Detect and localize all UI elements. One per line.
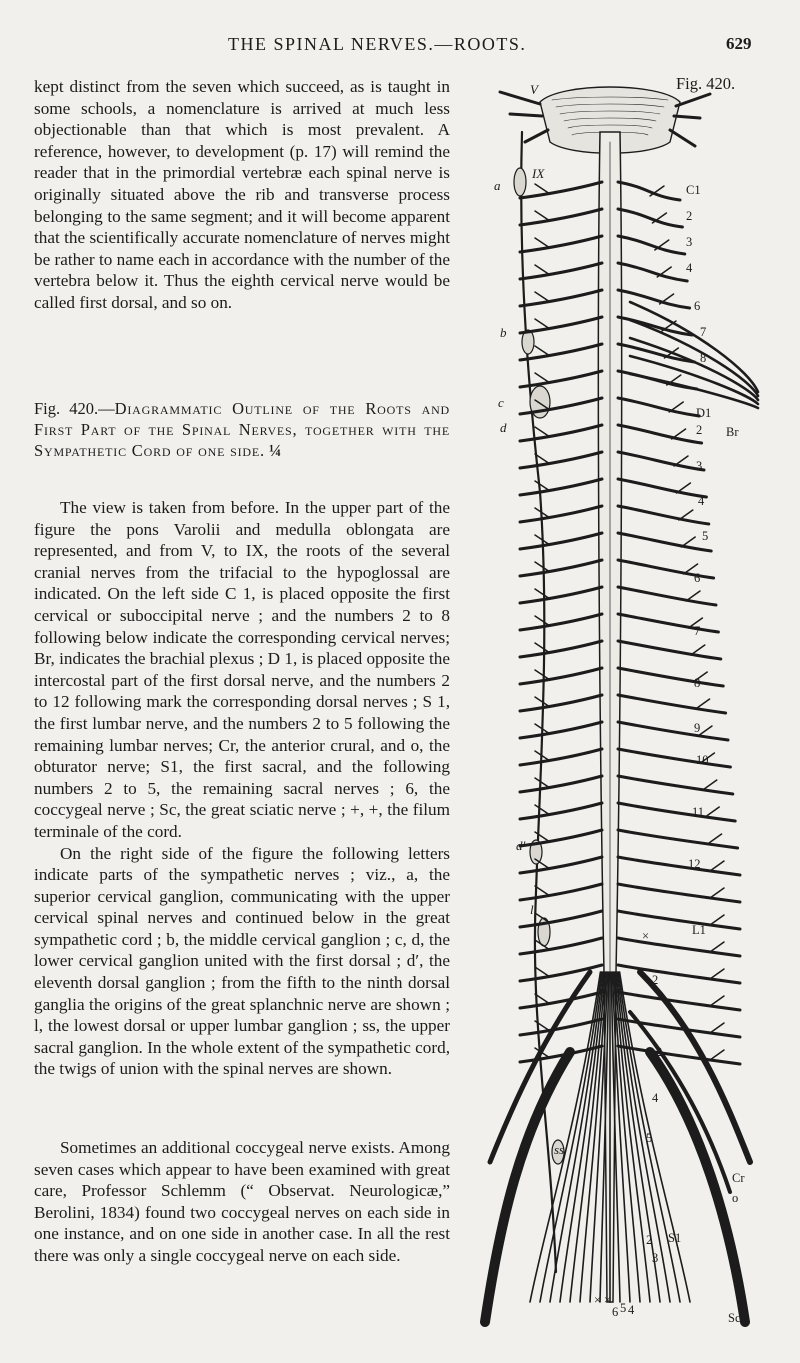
spinal-nerve-right [618,614,718,632]
spinal-nerve-right [618,236,685,254]
spinal-nerve-right [618,587,716,605]
nerve-branch [535,292,550,302]
nerve-branch [691,645,705,655]
spinal-nerve-left [520,263,602,279]
figure-label-right: Sc [728,1311,741,1325]
nerve-branch [535,265,550,275]
figure-label-right: 4 [698,494,705,508]
nerve-branch [535,346,550,356]
nerve-branch [705,807,719,817]
figure-label-right: 6 [694,299,701,313]
spinal-nerve-left [520,236,602,252]
spinal-nerve-right [618,830,738,848]
spinal-nerve-right [618,776,733,794]
figure-description [34,497,450,1080]
spinal-nerve-right [618,695,726,713]
running-title: THE SPINAL NERVES.—ROOTS. [228,34,527,54]
caption-figure-label: Fig. 420.— [34,399,115,418]
nerve-branch [535,481,550,491]
nerve-branch [710,888,724,898]
figure-label-right: 11 [692,805,705,819]
spinal-nerve-right [618,884,740,902]
body-text-bottom [34,1137,450,1267]
nerve-branch [535,589,550,599]
figure-label-right: L1 [692,923,706,937]
nerve-branch [710,861,724,871]
figure-label-left: a [494,178,501,193]
spinal-nerve-left [520,479,602,495]
figure-label-right: Br [726,425,739,439]
nerve-branch [710,915,724,925]
figure-label-left: b [500,325,507,340]
spinal-nerve-left [520,830,602,846]
figure-label-right: 2 [656,1045,663,1059]
figure-label-left: l [530,902,534,917]
nerve-branch [710,1050,724,1060]
figure-label-left: V [530,82,538,97]
figure-label-right: 5 [702,529,709,543]
figure-label-right: o [732,1191,739,1205]
nerve-branch [708,834,722,844]
spinal-nerve-right [618,722,728,740]
cranial-nerve-root [510,114,542,116]
spinal-nerve-left [520,668,602,684]
spinal-nerve-left [520,884,602,900]
spinal-nerve-right [618,1046,740,1064]
spinal-nerve-left [520,182,602,198]
figure-label-right: 8 [700,351,707,365]
body-text-top [34,76,450,314]
brachial-plexus [630,374,758,408]
filum-mark: × [594,1293,602,1307]
nerve-branch [535,670,550,680]
figure-label-right: 2 [646,1233,653,1247]
spinal-nerve-left [520,614,602,630]
figure-label-bottom: 4 [628,1303,635,1317]
spinal-nerve-right [618,857,740,875]
spinal-nerve-right [618,749,730,767]
spinal-nerve-left [520,938,602,954]
spinal-nerve-left [520,560,602,576]
figure-label-bottom: 6 [612,1305,619,1319]
sciatic-nerve-right [650,1052,745,1322]
figure-label-right: 2 [652,973,659,987]
figure-label-left: d [500,420,507,435]
filum-mark: × [642,929,650,943]
paragraph-continuation: kept distinct from the seven which succeed, as is taught in some schools, a nomenclature is arrived at much less objectionable than that which is most prevalent. A reference, however, to development (p. 17) will remind the reader that in the primordial vertebræ each spinal nerve is originally situated above the rib and transverse process belonging to the same segment; and it will become apparent that the scientifically accurate nomenclature of nerves might be rather to name each in accordance with the number of the vertebra below it. Thus the eighth cervical nerve would be called first dorsal, and so on. [34,77,450,312]
spinal-nerve-right [618,992,740,1010]
spinal-nerve-right [618,533,711,551]
figure-label-right: 7 [700,325,707,339]
spinal-nerve-right [618,479,706,497]
figure-label-right: 12 [688,857,701,871]
spinal-nerve-right [618,641,721,659]
figure-label-right: 4 [686,261,693,275]
caption-text: Diagrammatic Outline of the Roots and First Part of the Spinal Nerves, together with the Sympathetic Cord of one side. [34,399,450,460]
nerve-branch [710,1023,724,1033]
nerve-branch [703,780,717,790]
nerve-branch [676,483,690,493]
spinal-nerve-left [520,749,602,765]
nerve-branch [535,643,550,653]
figure-label-right: Cr [732,1171,745,1185]
figure-label-bottom: × [604,1293,612,1307]
paragraph-coccygeal: Sometimes an additional coccygeal nerve exists. Among seven cases which appear to have been examined with great care, Professor Schlemm (“ Observat. Neurologicæ,” Berolini, 1834) found two coccygeal nerves on each side in one instance, and on one side in another case. In all the rest there was only a single coccygeal nerve on each side. [34,1138,450,1265]
spinal-nerve-left [520,641,602,657]
figure-label-right: D1 [696,406,712,420]
figure-label-right: 8 [694,676,701,690]
figure-label-left: d′ [516,838,526,853]
spinal-nerve-right [618,668,723,686]
nerve-branch [679,510,693,520]
spinal-nerve-left [520,803,602,819]
spinal-nerve-right [618,425,702,443]
figure-label-right: 3 [686,235,693,249]
figure-number: Fig. 420. [676,74,736,93]
spinal-nerve-right [618,938,740,956]
figure-label-right: 2 [696,423,703,437]
spinal-nerve-left [520,290,602,306]
figure-label-right: 3 [696,459,703,473]
spinal-nerve-left [520,722,602,738]
nerve-branch [681,537,695,547]
description-paragraph-2: On the right side of the figure the following letters indicate parts of the sympathetic nerves ; viz., a, the superior cervical ganglion, communicating with the upper cervical spinal nerves and continued below in the great sympathetic cord ; b, the middle cervical ganglion ; c, d, the lower cervical ganglion united with the first dorsal ; d′, the eleventh dorsal ganglion ; from the fifth to the ninth dorsal ganglia the origins of the great splanchnic nerve are shown ; l, the lowest dorsal or upper lumbar ganglion ; ss, the upper sacral ganglion. In the whole extent of the sympathetic cord, the twigs of union with the spinal nerves are shown. [34,843,450,1079]
spinal-nerve-left [520,587,602,603]
figure-label-right: 7 [694,624,701,638]
spinal-nerve-left [520,317,602,333]
figure-label-right: S1 [668,1231,682,1245]
nerve-branch [535,238,550,248]
nerve-branch [535,778,550,788]
spinal-nerve-left [520,533,602,549]
sympathetic-ganglion [514,168,526,196]
figure-label-right: C1 [686,183,701,197]
caption-scale: ¼ [269,441,282,460]
spinal-nerve-left [520,992,602,1008]
spinal-nerve-left [520,506,602,522]
figure-label-left: c [498,395,504,410]
running-header [0,30,800,60]
figure-label-right: 4 [652,1091,659,1105]
spinal-nerve-right [618,911,740,929]
nerve-branch [686,591,700,601]
nerve-branch [535,373,550,383]
spinal-nerve-right [618,452,704,470]
figure-label-left: IX [532,166,545,181]
figure-label-right: 10 [696,753,709,767]
spinal-nerve-right [618,290,690,308]
spinal-nerve-right [618,209,682,227]
nerve-branch [710,969,724,979]
nerve-branch [535,184,550,194]
figure-label-right: 9 [694,721,701,735]
nerve-branch [535,427,550,437]
spinal-nerve-right [618,263,687,281]
nerve-branch [535,805,550,815]
spinal-nerve-right [618,965,740,983]
nerve-branch [710,942,724,952]
page-number: 629 [726,34,752,53]
spinal-nerve-left [520,695,602,711]
cranial-nerve-root [525,130,548,142]
figure-label-right: 5 [646,1131,653,1145]
figure-label-left: ss [554,1142,565,1157]
figure-caption [34,398,450,461]
description-paragraph-1: The view is taken from before. In the upper part of the figure the pons Varolii and medulla oblongata are represented, and from V, to IX, the roots of the several cranial nerves from the trifacial to the hypoglossal are indicated. On the left side C 1, is placed opposite the first cervical or suboccipital nerve ; and the numbers 2 to 8 following below indicate the corresponding cervical nerves; Br, indicates the brachial plexus ; D 1, is placed opposite the intercostal part of the first dorsal nerve, and the numbers 2 to 12 following mark the corresponding dorsal nerves ; S 1, the first lumbar nerve, and the numbers 2 to 5 following the remaining lumbar nerves; Cr, the anterior crural, and o, the obturator nerve; S1, the first sacral, and the following numbers 2 to 5, the remaining sacral nerves ; 6, the coccygeal nerve ; Sc, the great sciatic nerve ; +, +, the filum terminale of the cord. [34,498,450,841]
cranial-nerve-root [674,116,700,118]
spinal-nerves-illustration [470,72,790,1332]
cranial-nerve-root [676,94,710,106]
nerve-branch [535,967,550,977]
nerve-branch [535,886,550,896]
nerve-branch [535,211,550,221]
spinal-nerve-left [520,452,602,468]
spinal-nerve-left [520,209,602,225]
nerve-branch [696,699,710,709]
spinal-nerve-right [618,506,709,524]
cranial-nerve-root [670,130,695,146]
spinal-nerve-right [618,803,735,821]
nerve-branch [710,996,724,1006]
figure-label-right: 6 [694,571,701,585]
spinal-nerve-right [618,182,680,200]
nerve-branch [535,319,550,329]
spinal-nerve-right [618,398,699,416]
spinal-nerve-left [520,371,602,387]
figure-label-right: 3 [652,1251,659,1265]
spinal-nerve-left [520,776,602,792]
nerve-branch [535,616,550,626]
figure-label-right: 2 [686,209,693,223]
figure-label-bottom: 5 [620,1301,627,1315]
